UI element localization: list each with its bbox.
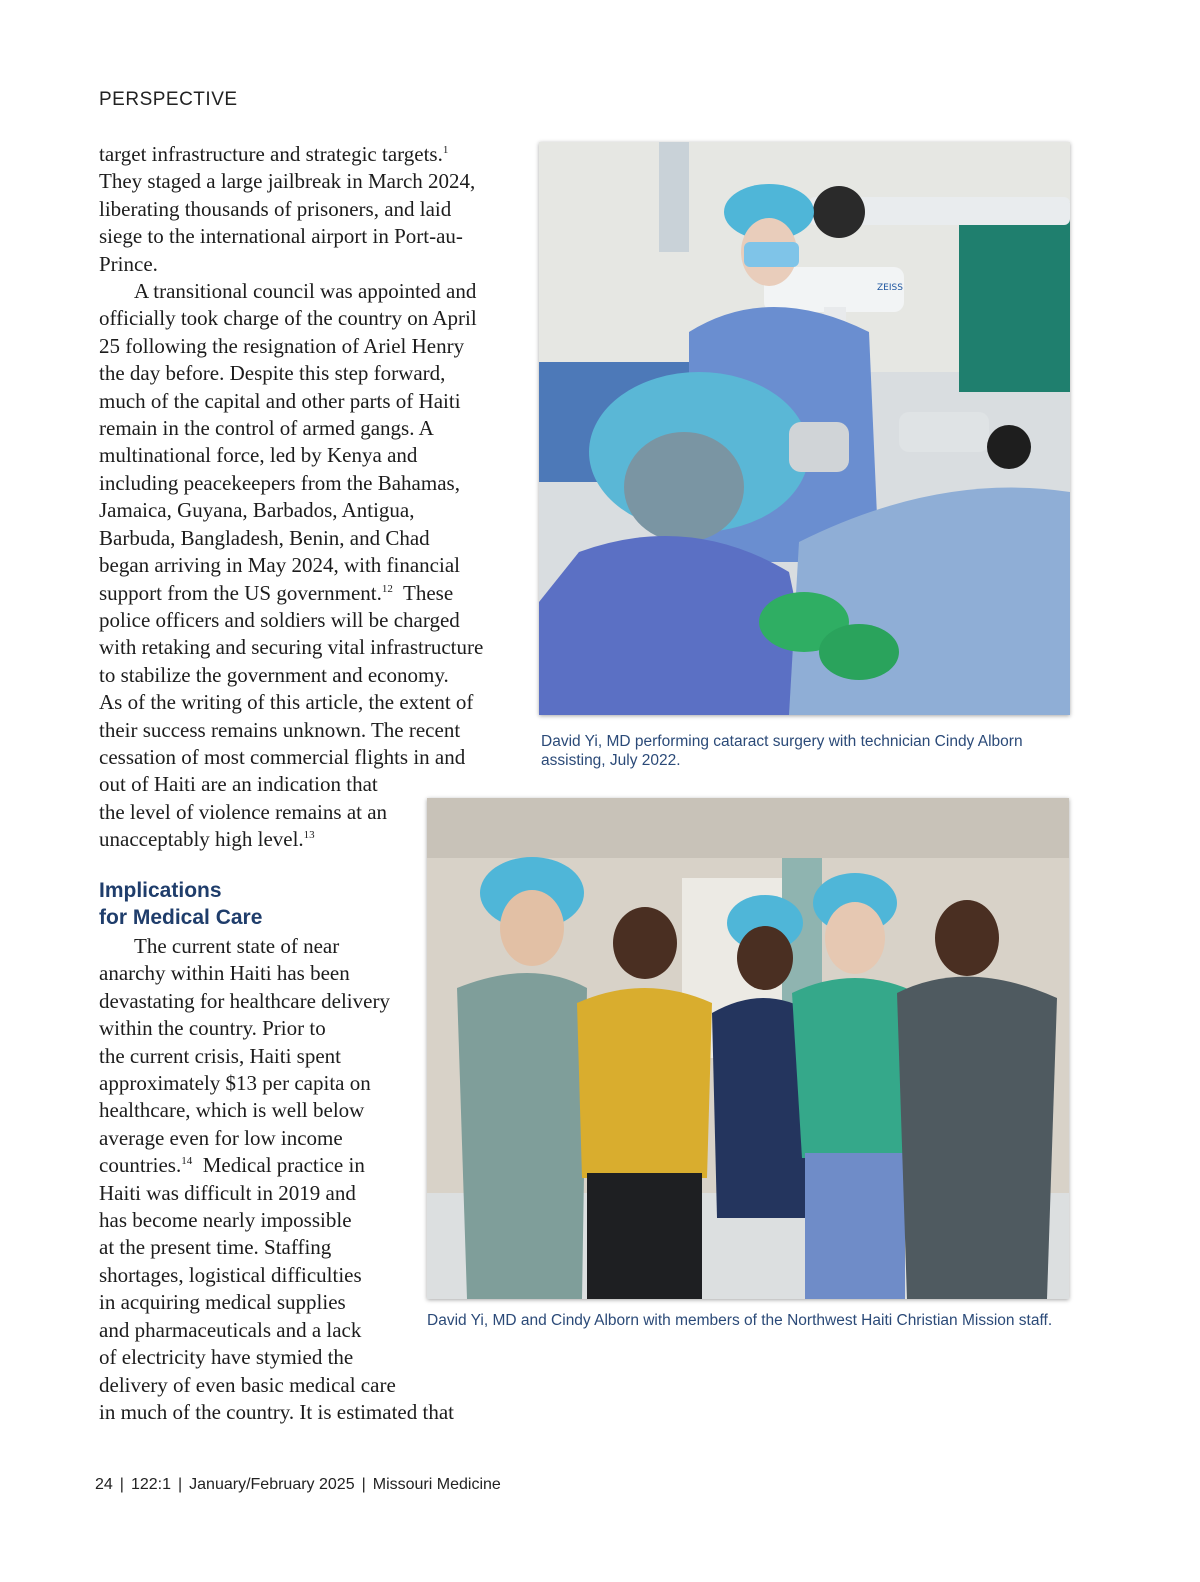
article-column-bottom [99, 933, 454, 1426]
text-line: police officers and soldiers will be charged [99, 607, 460, 632]
heading-line: Implications [99, 879, 222, 902]
text-line: A transitional council was appointed and [134, 279, 477, 304]
text-line: They staged a large jailbreak in March 2024, [99, 169, 476, 194]
surgery-photo [539, 142, 1070, 715]
section-label: PERSPECTIVE [99, 89, 238, 110]
microscope-brand: ZEISS [877, 283, 903, 293]
page-footer: 24 | 122:1 | January/February 2025 | Missouri Medicine [95, 1476, 501, 1493]
text-line: Medical practice in [192, 1153, 365, 1178]
heading-line: for Medical Care [99, 906, 263, 929]
text-line: Haiti was difficult in 2019 and [99, 1180, 356, 1205]
reference-14: 14 [181, 1155, 193, 1168]
figure-1-caption: David Yi, MD performing cataract surgery with technician Cindy Alborn assisting, July 2022. [541, 733, 1023, 769]
text-line: in acquiring medical supplies [99, 1290, 346, 1315]
text-line: of electricity have stymied the [99, 1345, 354, 1370]
text-line: their success remains unknown. The recent [99, 717, 461, 742]
text-line: healthcare, which is well below [99, 1098, 365, 1123]
text-line: Barbuda, Bangladesh, Benin, and Chad [99, 525, 430, 550]
reference-13: 13 [303, 829, 315, 842]
text-line: liberating thousands of prisoners, and laid [99, 196, 452, 221]
text-line: the current crisis, Haiti spent [99, 1043, 342, 1068]
text-line: countries. [99, 1153, 182, 1178]
text-line: multinational force, led by Kenya and [99, 443, 418, 468]
section-heading [99, 877, 262, 931]
text-line: much of the capital and other parts of Haiti [99, 388, 461, 413]
text-line: unacceptably high level. [99, 827, 304, 852]
text-line: 25 following the resignation of Ariel Henry [99, 333, 465, 358]
issue-number: 122:1 [130, 1476, 171, 1493]
text-line: support from the US government. [99, 580, 382, 605]
text-line: out of Haiti are an indication that [99, 772, 378, 797]
text-line: approximately $13 per capita on [99, 1071, 371, 1096]
article-column-top [99, 141, 483, 854]
text-line: with retaking and securing vital infrastructure [99, 635, 484, 660]
text-line: delivery of even basic medical care [99, 1372, 396, 1397]
text-line: cessation of most commercial flights in and [99, 744, 466, 769]
text-line: began arriving in May 2024, with financial [99, 553, 460, 578]
text-line: As of the writing of this article, the extent of [99, 690, 474, 715]
text-line: to stabilize the government and economy. [99, 662, 449, 687]
text-line: and pharmaceuticals and a lack [99, 1317, 362, 1342]
figure-2-caption: David Yi, MD and Cindy Alborn with members of the Northwest Haiti Christian Mission staff. [427, 1312, 1053, 1329]
reference-12: 12 [381, 582, 393, 595]
paragraph-transitional-council [99, 278, 483, 854]
text-line: devastating for healthcare delivery [99, 988, 390, 1013]
text-line: anarchy within Haiti has been [99, 961, 350, 986]
group-photo [427, 798, 1069, 1299]
text-line: target infrastructure and strategic targets. [99, 142, 443, 166]
text-line: Prince. [99, 251, 158, 276]
reference-1: 1 [442, 144, 449, 156]
paragraph-medical-care [99, 933, 454, 1426]
text-line: remain in the control of armed gangs. A [99, 416, 434, 441]
text-line: shortages, logistical difficulties [99, 1262, 362, 1287]
page-number: 24 [95, 1476, 113, 1493]
text-line: average even for low income [99, 1125, 343, 1150]
text-line: These [392, 580, 454, 605]
text-line: within the country. Prior to [99, 1016, 326, 1041]
journal-name: Missouri Medicine [372, 1476, 501, 1493]
text-line: Jamaica, Guyana, Barbados, Antigua, [99, 498, 415, 523]
text-line: officially took charge of the country on April [99, 306, 477, 331]
text-line: the day before. Despite this step forward, [99, 361, 446, 386]
text-line: siege to the international airport in Port-au- [99, 224, 463, 249]
issue-date: January/February 2025 [189, 1476, 355, 1493]
text-line: the level of violence remains at an [99, 799, 388, 824]
text-line: at the present time. Staffing [99, 1235, 332, 1260]
text-line: in much of the country. It is estimated that [99, 1399, 454, 1424]
text-line: including peacekeepers from the Bahamas, [99, 470, 460, 495]
text-line: The current state of near [134, 934, 340, 958]
paragraph-continued [99, 141, 483, 278]
text-line: has become nearly impossible [99, 1208, 352, 1233]
